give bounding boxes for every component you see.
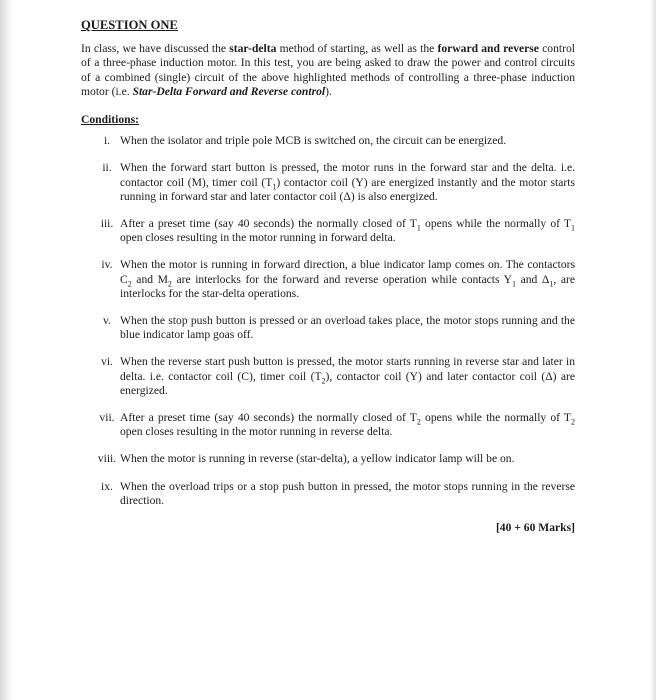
condition-text <box>120 258 575 301</box>
emphasis-text: Star-Delta Forward and Reverse control <box>132 84 326 98</box>
subscript: 2 <box>321 375 326 385</box>
condition-text <box>120 411 575 439</box>
text-run: After a preset time (say 40 seconds) the normally closed of T <box>120 411 417 425</box>
subscript: 1 <box>512 278 517 288</box>
condition-number-label: iii. <box>100 217 114 231</box>
condition-text <box>120 217 575 245</box>
subscript: 1 <box>571 223 575 233</box>
subscript: 1 <box>549 278 554 288</box>
subscript: 2 <box>571 417 575 427</box>
condition-number-label: v. <box>103 314 111 328</box>
text-run: ). <box>325 84 332 98</box>
condition-number-label: vii. <box>99 411 115 425</box>
condition-number <box>81 314 120 342</box>
text-run: When the motor is running in forward direction, a blue indicator lamp comes on. The contactors C <box>120 258 575 286</box>
text-run: When the isolator and triple pole MCB is switched on, the circuit can be energized. <box>120 134 507 148</box>
subscript: 2 <box>127 278 132 288</box>
condition-number <box>81 134 120 148</box>
condition-number-label: ii. <box>102 161 112 175</box>
document-page <box>81 18 575 535</box>
page-edge-shadow <box>0 0 14 700</box>
condition-item <box>81 314 575 342</box>
condition-text <box>120 161 575 204</box>
condition-text <box>120 480 575 508</box>
text-run: When the forward start button is pressed, the motor runs in the forward star and the delta. i.e. contactor coil (M), timer coil (T <box>120 161 575 189</box>
conditions-heading: Conditions: <box>81 113 139 127</box>
text-run: open closes resulting in the motor running in reverse delta. <box>120 425 393 439</box>
condition-number <box>81 452 120 466</box>
text-run: In class, we have discussed the <box>81 42 230 56</box>
condition-item <box>81 411 575 439</box>
condition-number <box>81 161 120 204</box>
text-run: ), contactor coil (Y) and later contactor coil (Δ) are energized. <box>120 369 575 397</box>
condition-number-label: vi. <box>101 355 113 369</box>
condition-number-label: viii. <box>97 452 117 466</box>
text-run: When the overload trips or a stop push button in pressed, the motor stops running in the reverse direction. <box>120 479 575 507</box>
question-title: QUESTION ONE <box>81 18 178 32</box>
text-run: and M <box>131 272 168 286</box>
subscript: 1 <box>272 181 277 191</box>
subscript: 2 <box>167 278 172 288</box>
page-edge-right <box>650 0 656 700</box>
text-run: When the reverse start push button is pressed, the motor starts running in reverse star and later in delta. i.e. contactor coil (C), timer coil (T <box>120 355 575 383</box>
condition-number-label: i. <box>103 134 111 148</box>
condition-item <box>81 161 575 204</box>
subscript: 2 <box>416 417 421 427</box>
text-run: and Δ <box>516 272 550 286</box>
text-run: opens while the normally of T <box>420 217 571 231</box>
emphasis-text <box>133 85 326 98</box>
text-run: are interlocks for the forward and reverse operation while contacts Y <box>171 272 513 286</box>
condition-number-label: iv. <box>101 258 113 272</box>
text-run: open closes resulting in the motor running in forward delta. <box>120 231 396 245</box>
condition-number <box>81 480 120 508</box>
condition-item <box>81 258 575 301</box>
condition-number <box>81 258 120 301</box>
text-run: opens while the normally of T <box>420 411 571 425</box>
intro-paragraph <box>81 42 575 99</box>
text-run: After a preset time (say 40 seconds) the normally closed of T <box>120 217 417 231</box>
bold-text: star-delta <box>229 42 277 56</box>
condition-text <box>120 314 575 342</box>
text-run: When the motor is running in reverse (star-delta), a yellow indicator lamp will be on. <box>120 452 515 466</box>
text-run: method of starting, as well as the <box>276 42 438 56</box>
bold-text: forward and reverse <box>437 42 539 56</box>
text-run: When the stop push button is pressed or an overload takes place, the motor stops running and the blue indicator lamp goas off. <box>120 314 575 342</box>
condition-text <box>120 452 575 466</box>
text-run: control of a three-phase induction motor. In this test, you are being asked to draw the power and control circuits of a combined (single) circuit of the above highlighted methods of controlling a three-phase induction motor (i.e. <box>81 42 575 98</box>
text-run: , are interlocks for the star-delta operations. <box>120 272 575 300</box>
condition-number <box>81 355 120 398</box>
condition-text <box>120 355 575 398</box>
condition-item <box>81 480 575 508</box>
conditions-list <box>81 134 575 508</box>
condition-number-label: ix. <box>101 479 113 493</box>
condition-item <box>81 452 575 466</box>
marks-label: [40 + 60 Marks] <box>495 521 575 535</box>
condition-number <box>81 411 120 439</box>
condition-item <box>81 134 575 148</box>
condition-item <box>81 355 575 398</box>
subscript: 1 <box>416 223 421 233</box>
text-run: ) contactor coil (Y) are energized instantly and the motor starts running in forward star and later contactor coil (Δ) is also energized. <box>120 175 575 203</box>
condition-number <box>81 217 120 245</box>
condition-item <box>81 217 575 245</box>
condition-text <box>120 134 575 148</box>
